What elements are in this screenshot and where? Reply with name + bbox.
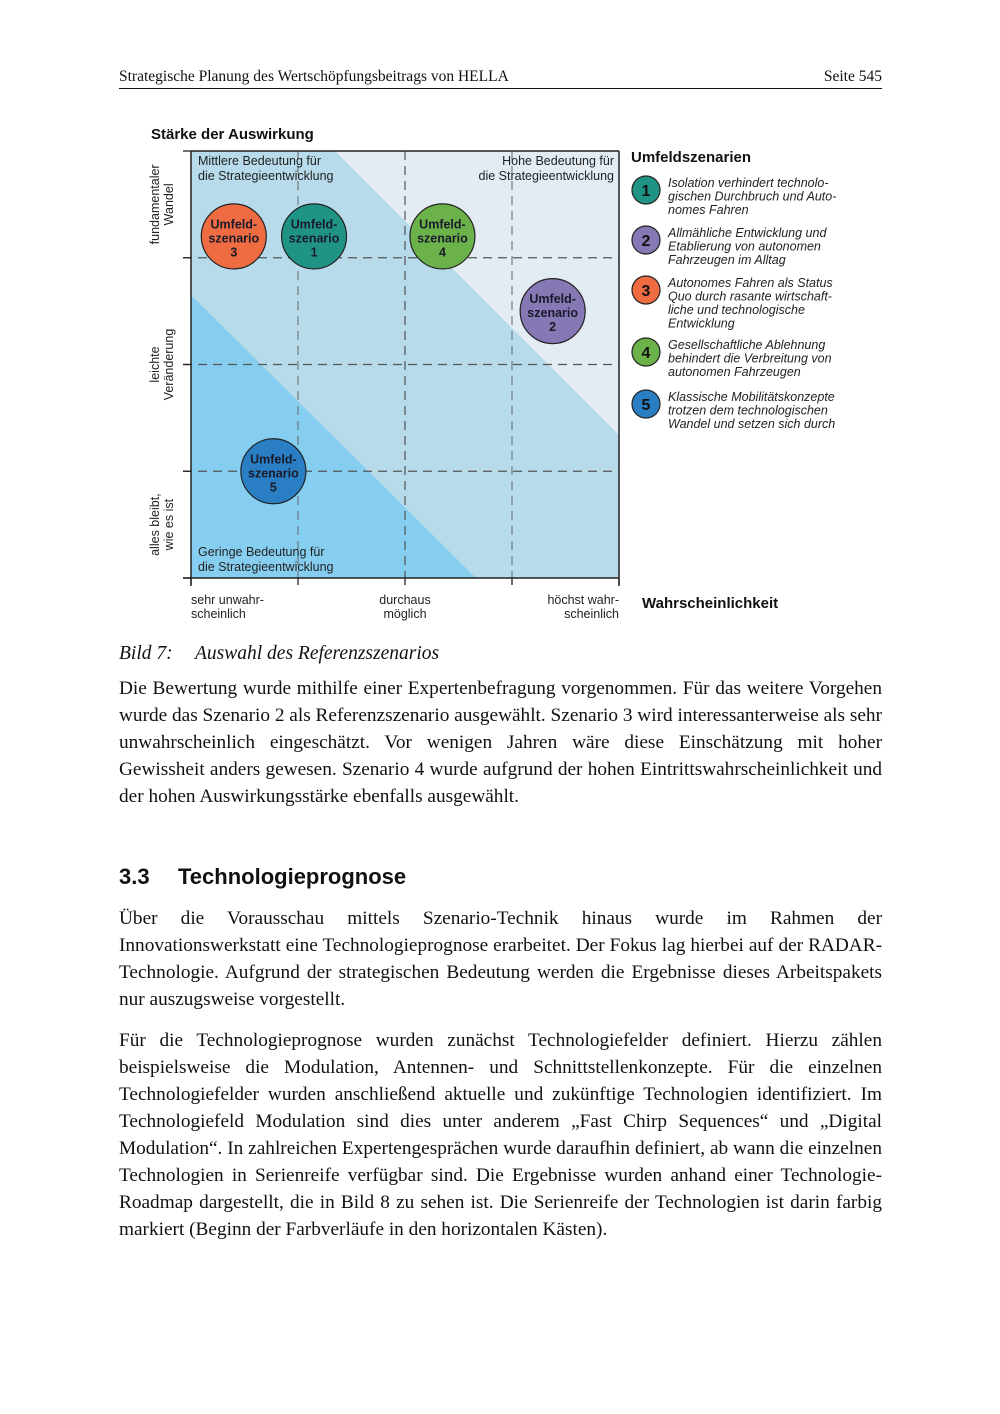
scenario-bubble-number: 5 bbox=[269, 480, 277, 495]
scenario-bubble-number: 4 bbox=[438, 245, 446, 260]
caption-number: Bild 7: bbox=[119, 643, 173, 664]
scenario-bubble-label: Umfeld- bbox=[419, 217, 466, 232]
scenario-bubble-label: Umfeld- bbox=[529, 292, 576, 307]
scenario-bubble-label: Umfeld- bbox=[290, 217, 338, 232]
y-tick-label-line: fundamentaler bbox=[148, 164, 162, 245]
y-tick-label bbox=[148, 164, 176, 244]
scenario-bubble-number: 1 bbox=[310, 245, 318, 260]
zone-label-medium: Mittlere Bedeutung für bbox=[198, 154, 321, 168]
legend-text: Quo durch rasante wirtschaft- bbox=[668, 289, 832, 304]
legend-item-4 bbox=[632, 338, 832, 379]
scenario-matrix-chart bbox=[0, 0, 1000, 640]
legend-text: gischen Durchbruch und Auto- bbox=[668, 189, 837, 204]
legend-text: autonomen Fahrzeugen bbox=[668, 365, 801, 379]
y-tick-label bbox=[148, 493, 176, 556]
scenario-bubble-label: szenario bbox=[208, 231, 260, 246]
y-tick-label-line: alles bleibt, bbox=[148, 493, 162, 556]
scenario-bubble-label: szenario bbox=[417, 231, 468, 246]
x-tick-label: scheinlich bbox=[564, 607, 619, 621]
y-tick-label-line: wie es ist bbox=[162, 498, 176, 551]
scenario-bubble-label: Umfeld- bbox=[210, 217, 258, 232]
figure-caption bbox=[119, 643, 439, 665]
legend-text: Etablierung von autonomen bbox=[668, 239, 821, 254]
scenario-bubble-label: szenario bbox=[248, 466, 299, 481]
x-tick-label: scheinlich bbox=[191, 607, 246, 621]
x-axis-title: Wahrscheinlichkeit bbox=[642, 595, 779, 612]
scenario-bubble-2 bbox=[520, 279, 585, 344]
x-tick-label: durchaus bbox=[379, 593, 431, 607]
legend-text: trotzen dem technologischen bbox=[668, 403, 828, 418]
section-number: 3.3 bbox=[119, 864, 150, 889]
scenario-matrix-figure bbox=[0, 0, 1000, 640]
legend-text: behindert die Verbreitung von bbox=[668, 351, 832, 366]
legend bbox=[631, 149, 836, 431]
y-axis-title: Stärke der Auswirkung bbox=[151, 126, 314, 143]
scenario-bubble-4 bbox=[410, 204, 475, 269]
y-tick-label bbox=[148, 329, 176, 401]
scenario-bubble-label: szenario bbox=[288, 231, 340, 246]
legend-text: Entwicklung bbox=[668, 316, 735, 331]
legend-text: Autonomes Fahren als Status bbox=[668, 276, 833, 290]
legend-text: Klassische Mobilitätskonzepte bbox=[668, 390, 835, 404]
y-tick-label-line: Veränderung bbox=[162, 328, 176, 401]
zone-label-high: Hohe Bedeutung für bbox=[502, 154, 614, 168]
paragraph-evaluation: Die Bewertung wurde mithilfe einer Expertenbefragung vorgenommen. Für das weitere Vorgehen wurde das Szenario 2 als Referenzszenario ausgewählt. Szenario 3 wird interessanterweise als sehr unwahrscheinlich eingeschätzt. Vor wenigen Jahren wäre diese Einschätzung mit hoher Gewissheit anders gewesen. Szenario 4 wurde aufgrund der hohen Eintrittswahrscheinlichkeit und der hohen Auswirkungsstärke ebenfalls ausgewählt. bbox=[119, 678, 882, 807]
legend-marker-number: 2 bbox=[641, 233, 651, 250]
legend-item-5 bbox=[632, 390, 835, 431]
caption-text: Auswahl des Referenzszenarios bbox=[195, 643, 440, 664]
scenario-bubble-label: Umfeld- bbox=[250, 452, 297, 467]
y-tick-label-line: Wandel bbox=[162, 183, 176, 226]
scenario-bubble-3 bbox=[201, 204, 266, 269]
legend-text: Gesellschaftliche Ablehnung bbox=[668, 338, 826, 352]
zone-label-high: die Strategieentwicklung bbox=[478, 169, 614, 183]
legend-text: nomes Fahren bbox=[668, 203, 749, 217]
scenario-bubble-number: 2 bbox=[549, 320, 557, 335]
paragraph-technology-fields: Für die Technologieprognose wurden zunächst Technologiefelder definiert. Hierzu zählen beispielsweise die Modulation, Antennen- und Schnittstellenkonzepte. Für die einzelnen Technologiefelder wurden anschließend aktuelle und zukünftige Technologien identifiziert. Im Technologiefeld Modulation sind dies unter anderem „Fast Chirp Sequences“ und „Digital Modulation“. In zahlreichen Expertengesprächen wurde daraufhin definiert, ab wann die einzelnen Technologien in Serienreife verfügbar sind. Die Ergebnisse wurden anhand einer Technologie-Roadmap dargestellt, die in Bild 8 zu sehen ist. Die Serienreife der Technologien ist darin farbig markiert (Beginn der Farbverläufe in den horizontalen Kästen). bbox=[119, 1030, 882, 1240]
section-title: Technologieprognose bbox=[178, 864, 407, 889]
legend-marker-number: 1 bbox=[641, 183, 651, 200]
legend-text: Allmähliche Entwicklung und bbox=[668, 226, 827, 240]
page-number: Seite 545 bbox=[823, 68, 882, 85]
legend-text: Wandel und setzen sich durch bbox=[668, 417, 836, 431]
scenario-bubble-1 bbox=[282, 204, 347, 269]
scenario-bubble-number: 3 bbox=[230, 245, 238, 260]
legend-marker-number: 5 bbox=[641, 397, 651, 414]
legend-title: Umfeldszenarien bbox=[631, 149, 752, 166]
legend-item-2 bbox=[632, 226, 827, 267]
scenario-bubble-label: szenario bbox=[527, 306, 579, 321]
zone-label-low: Geringe Bedeutung für bbox=[198, 545, 325, 559]
x-tick-label: sehr unwahr- bbox=[191, 593, 264, 607]
running-header-title: Strategische Planung des Wertschöpfungsbeitrags von HELLA bbox=[119, 68, 509, 85]
section-heading bbox=[119, 864, 406, 890]
scenario-bubble-5 bbox=[241, 439, 306, 504]
paragraph-technology-forecast: Über die Vorausschau mittels Szenario-Technik hinaus wurde im Rahmen der Innovationswerkstatt eine Technologieprognose erarbeitet. Der Fokus lag hierbei auf der RADAR-Technologie. Aufgrund der strategischen Bedeutung werden die Ergebnisse dieses Arbeitspakets nur auszugsweise vorgestellt. bbox=[119, 908, 882, 1010]
zone-label-medium: die Strategieentwicklung bbox=[198, 169, 334, 183]
legend-text: Fahrzeugen im Alltag bbox=[668, 253, 786, 267]
legend-text: Isolation verhindert technolo- bbox=[668, 176, 829, 190]
legend-item-1 bbox=[632, 176, 836, 217]
x-tick-label: höchst wahr- bbox=[547, 593, 619, 607]
legend-marker-number: 3 bbox=[641, 283, 651, 300]
legend-text: liche und technologische bbox=[668, 303, 805, 317]
y-tick-label-line: leichte bbox=[148, 346, 162, 383]
legend-marker-number: 4 bbox=[641, 345, 651, 362]
legend-item-3 bbox=[632, 276, 833, 331]
zone-label-low: die Strategieentwicklung bbox=[198, 560, 334, 574]
x-tick-label: möglich bbox=[383, 607, 427, 621]
